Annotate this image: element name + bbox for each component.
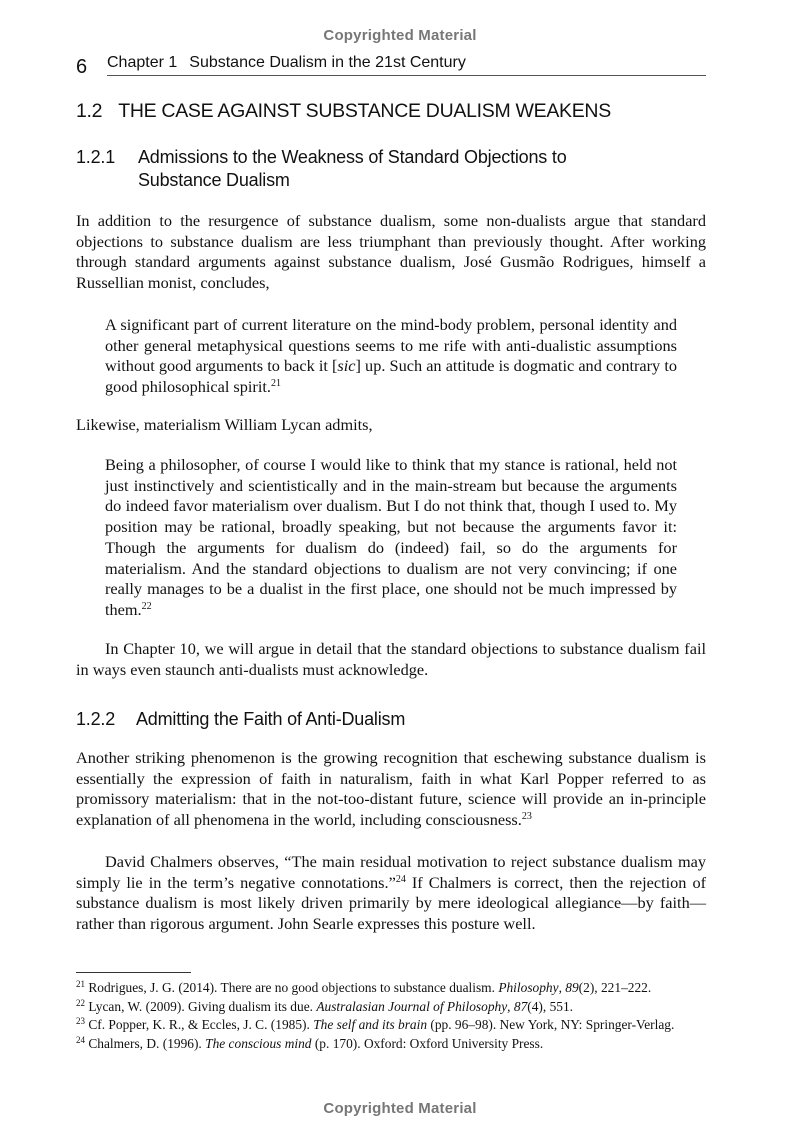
paragraph: Another striking phenomenon is the growing recognition that eschewing substance dualism is essentially the expression of faith in naturalism, faith in what Karl Popper referred to as promissory materialism: that in the not-too-distant future, science will provide an in-principle explanation of all phenomena in the world, including consciousness.$^{23}$: [76, 748, 706, 830]
footnote-22: $^{22}$ Lycan, W. (2009). Giving dualism its due. Australasian Journal of Philosophy, 87(4), 551.: [76, 997, 574, 1014]
block-quote-lycan: Being a philosopher, of course I would like to think that my stance is rational, held not just instinctively and scientistically and in the main-stream but because the arguments do indeed favor materialism over dualism. But I do not think that, though I used to. My position may be rational, broadly speaking, but not because the arguments favor it: Though the arguments for dualism do (indeed) fail, so do the arguments for materialism. And the standard objections to dualism are not very convincing; if one really manages to be a dualist in the first place, one should not be much impressed by them.$^{22}$: [105, 455, 677, 619]
paragraph: David Chalmers observes, “The main residual motivation to reject substance dualism may simply lie in the term’s negative connotations.”$^{24}$ If Chalmers is correct, then the rejection of substance dualism is most likely driven primarily by mere ideological allegiance—by faith—rather than rigorous argument. John Searle expresses this posture well.: [76, 852, 707, 934]
paragraph: Likewise, materialism William Lycan admits,: [76, 415, 373, 434]
header-rule: [107, 75, 706, 76]
chapter-title: Substance Dualism in the 21st Century: [189, 54, 466, 71]
subsection-title-line1: Admissions to the Weakness of Standard Objections to: [138, 147, 567, 167]
subsection-heading-1: [76, 146, 567, 192]
paragraph: In addition to the resurgence of substance dualism, some non-dualists argue that standard objections to substance dualism are less triumphant than previously thought. After working through standard arguments against substance dualism, José Gusmão Rodrigues, himself a Russellian monist, concludes,: [76, 211, 706, 293]
footnote-21: $^{21}$ Rodrigues, J. G. (2014). There are no good objections to substance dualism. Philosophy, 89(2), 221–222.: [76, 979, 652, 995]
footnote-separator: [76, 972, 191, 973]
footnote-ref-24[interactable]: 24: [395, 873, 406, 885]
subsection-number: 1.2.1: [76, 147, 116, 167]
running-head: [76, 50, 706, 78]
chapter-label: Chapter 1: [107, 54, 178, 71]
footnote-ref-22[interactable]: 22: [141, 600, 152, 612]
footnote-ref-23[interactable]: 23: [521, 811, 532, 823]
section-title: THE CASE AGAINST SUBSTANCE DUALISM WEAKENS: [118, 100, 611, 122]
footnote-23: $^{23}$ Cf. Popper, K. R., & Eccles, J. C. (1985). The self and its brain (pp. 96–98). New York, NY: Springer-Verlag.: [76, 1016, 675, 1032]
footnote-ref-21[interactable]: 21: [270, 378, 281, 390]
subsection-title: Admitting the Faith of Anti-Dualism: [136, 709, 406, 729]
subsection-heading-2: [76, 708, 405, 731]
copyright-watermark-top: Copyrighted Material: [323, 27, 477, 44]
paragraph: In Chapter 10, we will argue in detail that the standard objections to substance dualism fail in ways even staunch anti-dualists must acknowledge.: [76, 639, 706, 679]
copyright-watermark-bottom: Copyrighted Material: [323, 1100, 477, 1117]
block-quote-rodrigues: A significant part of current literature on the mind-body problem, personal identity and other general metaphysical questions seems to me rife with anti-dualistic assumptions without good arguments to back it [sic] up. Such an attitude is dogmatic and contrary to good philosophical spirit.$^{21}$: [105, 315, 677, 397]
page-number: 6: [76, 56, 88, 78]
chapter-running-title: [107, 54, 466, 72]
section-heading: [76, 100, 611, 123]
subsection-number: 1.2.2: [76, 709, 116, 729]
footnote-24: $^{24}$ Chalmers, D. (1996). The conscious mind (p. 170). Oxford: Oxford University Press.: [76, 1034, 544, 1051]
footnotes: [76, 979, 716, 1053]
section-number: 1.2: [76, 100, 103, 122]
subsection-title-line2: Substance Dualism: [138, 170, 290, 190]
